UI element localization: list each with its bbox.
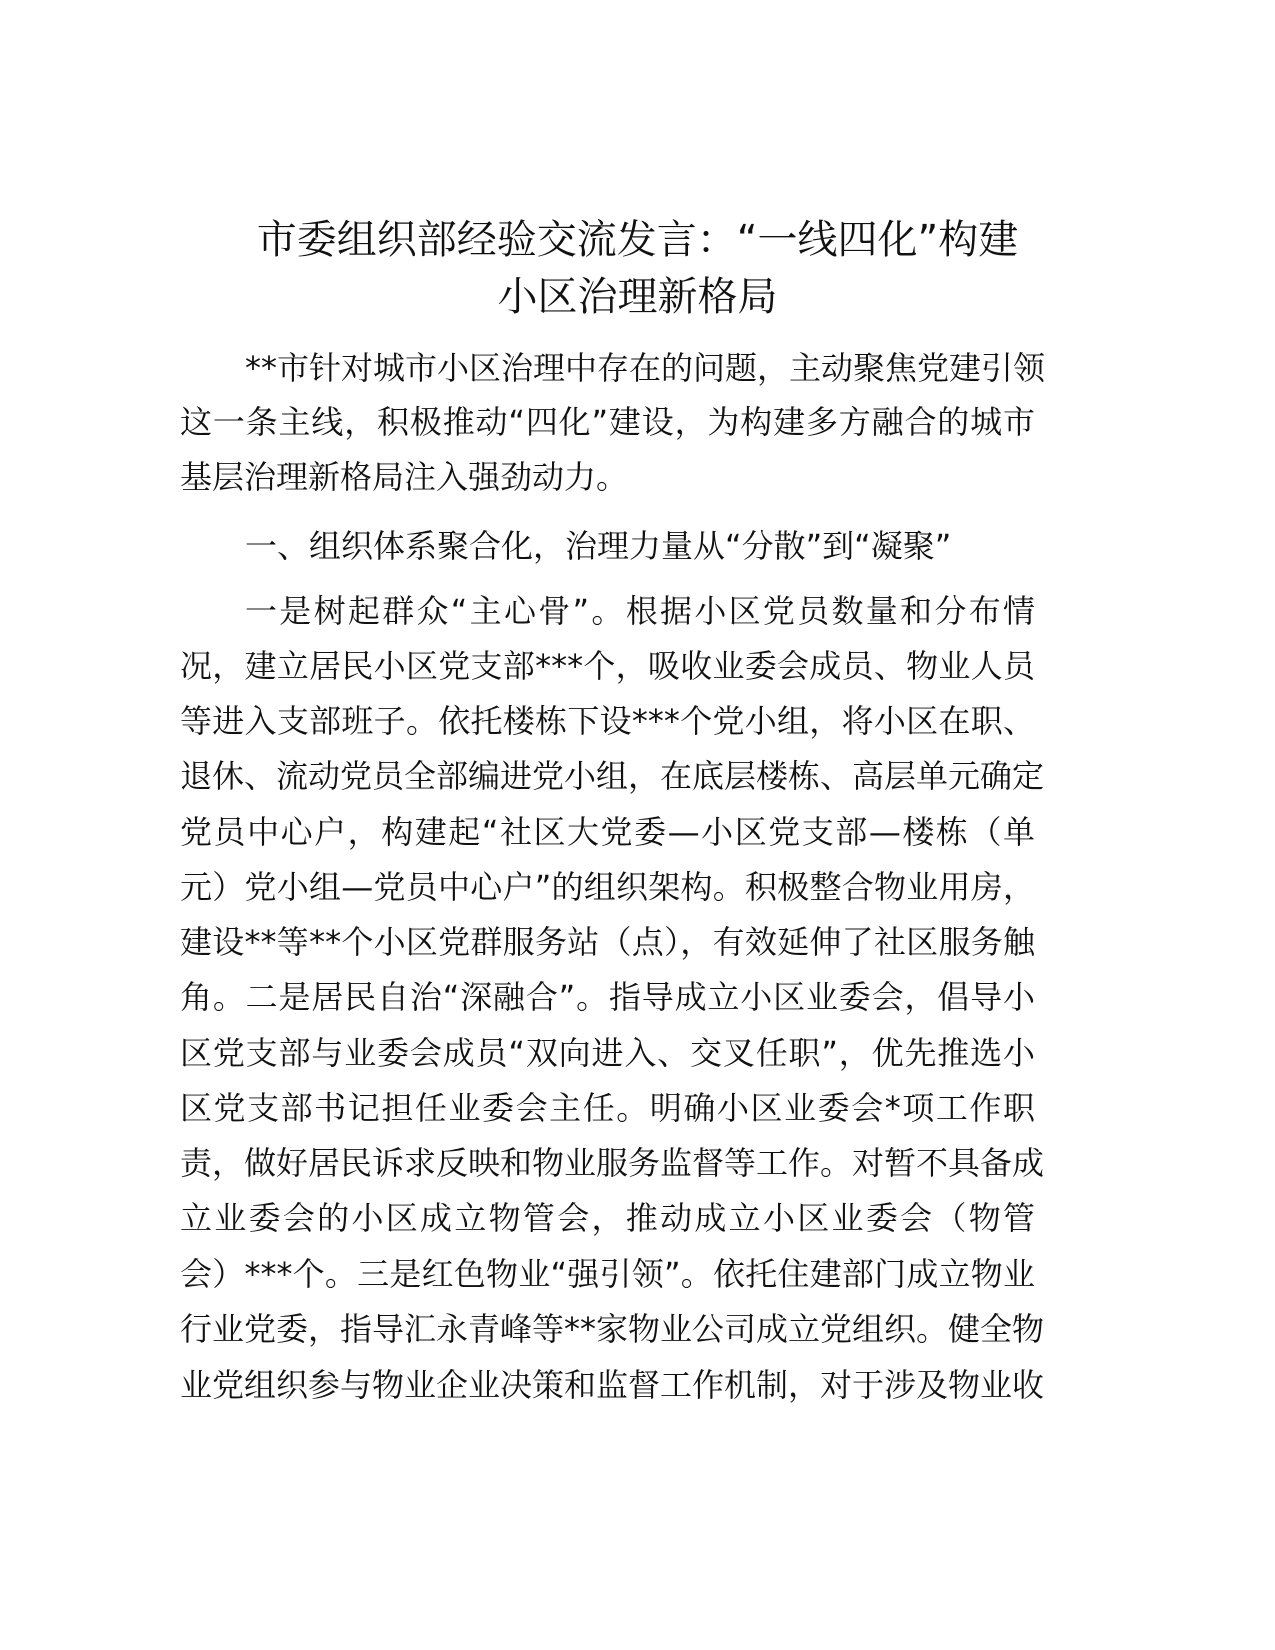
- paragraph-line: 会）***个。三是红色物业“强引领”。依托住建部门成立物业: [180, 1255, 1035, 1293]
- paragraph-line: 责，做好居民诉求反映和物业服务监督等工作。对暂不具备成: [180, 1144, 1045, 1182]
- paragraph-line: 党员中心户，构建起“社区大党委—小区党支部—楼栋（单: [180, 813, 1035, 851]
- document-title-line-1: 市委组织部经验交流发言：“一线四化”构建: [256, 217, 1019, 263]
- paragraph-line: 这一条主线，积极推动“四化”建设，为构建多方融合的城市: [180, 403, 1035, 441]
- paragraph-line: 基层治理新格局注入强劲动力。: [180, 458, 629, 496]
- paragraph-line: 区党支部书记担任业委会主任。明确小区业委会*项工作职: [180, 1089, 1035, 1127]
- paragraph-line: 退休、流动党员全部编进党小组，在底层楼栋、高层单元确定: [180, 757, 1045, 795]
- paragraph-line: 建设**等**个小区党群服务站（点），有效延伸了社区服务触: [180, 923, 1035, 961]
- document-title-line-2: 小区治理新格局: [497, 274, 778, 320]
- section-heading: 一、组织体系聚合化，治理力量从“分散”到“凝聚”: [245, 527, 952, 565]
- paragraph-line: 角。二是居民自治“深融合”。指导成立小区业委会，倡导小: [180, 978, 1035, 1016]
- paragraph-line: 等进入支部班子。依托楼栋下设***个党小组，将小区在职、: [180, 702, 1035, 740]
- paragraph-line: 况，建立居民小区党支部***个，吸收业委会成员、物业人员: [180, 647, 1035, 685]
- paragraph-line: 区党支部与业委会成员“双向进入、交叉任职”，优先推选小: [180, 1034, 1035, 1072]
- paragraph-line: 一是树起群众“主心骨”。根据小区党员数量和分布情: [245, 592, 1035, 630]
- paragraph-line: 行业党委，指导汇永青峰等**家物业公司成立党组织。健全物: [180, 1310, 1045, 1348]
- paragraph-line: 业党组织参与物业企业决策和监督工作机制，对于涉及物业收: [180, 1366, 1045, 1404]
- paragraph-line: **市针对城市小区治理中存在的问题，主动聚焦党建引领: [245, 349, 1046, 387]
- paragraph-line: 元）党小组—党员中心户”的组织架构。积极整合物业用房，: [180, 868, 1035, 906]
- paragraph-line: 立业委会的小区成立物管会，推动成立小区业委会（物管: [180, 1199, 1035, 1237]
